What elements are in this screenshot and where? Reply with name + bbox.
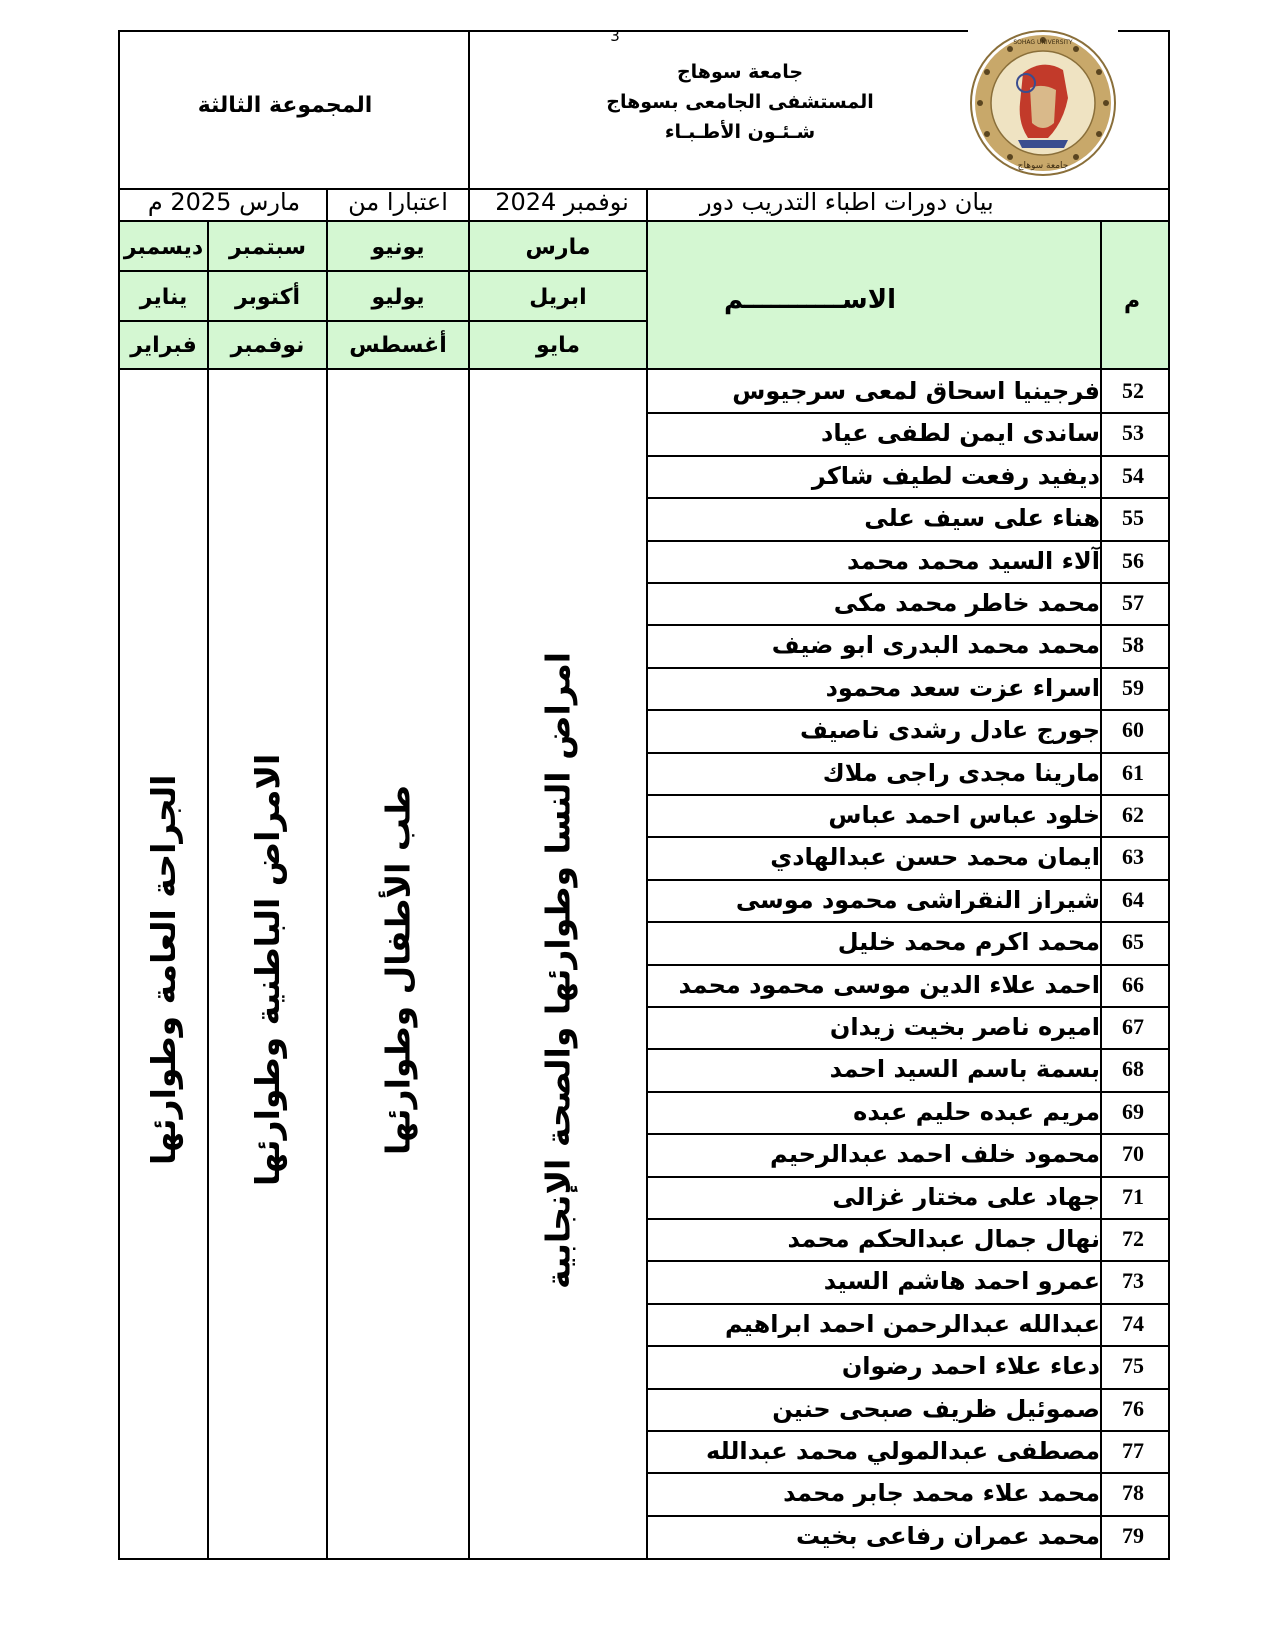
table-row-name: فرجينيا اسحاق لمعى سرجيوس: [732, 377, 1100, 405]
period-start: نوفمبر 2024: [495, 188, 629, 216]
table-row-name: ساندى ايمن لطفى عياد: [821, 419, 1100, 448]
table-row-name: اسراء عزت سعد محمود: [825, 673, 1100, 702]
table-row-name: صموئيل ظريف صبحى حنين: [772, 1394, 1100, 1423]
statement-label: بيان دورات اطباء التدريب دور: [700, 188, 994, 216]
table-row-number: 72: [1122, 1226, 1144, 1251]
table-row-name: دعاء علاء احمد رضوان: [841, 1352, 1100, 1381]
group-title: المجموعة الثالثة: [197, 92, 373, 118]
table-row-number: 64: [1122, 886, 1144, 912]
month-col1-1: مارس: [525, 234, 591, 260]
sohag-university-seal-icon: [968, 28, 1118, 178]
table-row-name: محمود خلف احمد عبدالرحيم: [770, 1140, 1100, 1169]
table-row-name: بسمة باسم السيد احمد: [829, 1055, 1100, 1084]
month-col1-2: ابريل: [529, 284, 587, 310]
month-col4-1: ديسمبر: [123, 234, 204, 260]
table-row-name: احمد علاء الدين موسى محمود محمد: [678, 970, 1100, 999]
month-col1-3: مايو: [536, 332, 580, 358]
effective-from-label: اعتبارا من: [348, 188, 448, 216]
table-row-name: عبدالله عبدالرحمن احمد ابراهيم: [724, 1309, 1100, 1338]
table-row-number: 60: [1122, 717, 1144, 743]
table-row-number: 59: [1122, 674, 1144, 700]
rotation-col1: امراض النسا وطوارئها والصحة الإنجابية: [538, 651, 578, 1289]
month-col2-1: يونيو: [371, 234, 425, 260]
table-row-number: 63: [1122, 844, 1144, 870]
month-col2-2: يوليو: [371, 284, 425, 310]
month-col4-2: يناير: [139, 284, 188, 310]
table-row-number: 79: [1122, 1522, 1144, 1548]
table-row-number: 74: [1122, 1310, 1144, 1336]
table-row-name: محمد خاطر محمد مكى: [833, 589, 1100, 617]
table-row-name: مارينا مجدى راجى ملاك: [822, 758, 1100, 787]
table-row-name: جورج عادل رشدى ناصيف: [800, 716, 1100, 745]
table-row-number: 67: [1122, 1014, 1144, 1039]
table-row-number: 78: [1122, 1480, 1144, 1506]
hospital-name: المستشفى الجامعى بسوهاج: [606, 91, 874, 113]
table-row-number: 52: [1122, 378, 1144, 403]
month-col4-3: فبراير: [130, 332, 197, 358]
table-row-name: هناء على سيف على: [864, 504, 1100, 533]
rotation-col4: الجراحة العامة وطوارئها: [144, 774, 183, 1166]
table-row-name: جهاد على مختار غزالى: [832, 1182, 1100, 1211]
university-name: جامعة سوهاج: [676, 61, 804, 83]
institution-header: [540, 52, 940, 152]
table-row-number: 57: [1122, 590, 1144, 615]
svg-text:جامعة سوهاج: جامعة سوهاج: [1017, 161, 1069, 171]
table-row-name: ايمان محمد حسن عبدالهادي: [770, 843, 1100, 872]
table-row-number: 58: [1122, 632, 1144, 658]
table-row-name: اميره ناصر بخيت زيدان: [829, 1013, 1100, 1041]
rotation-col3: الامراض الباطنية وطوارئها: [248, 753, 287, 1187]
table-row-number: 53: [1122, 420, 1144, 446]
table-row-number: 55: [1122, 505, 1144, 531]
table-row-name: محمد علاء محمد جابر محمد: [783, 1479, 1100, 1508]
page-number: 3: [610, 27, 620, 45]
table-row-name: محمد عمران رفاعى بخيت: [795, 1521, 1100, 1550]
table-row-number: 69: [1122, 1098, 1144, 1124]
table-row-name: محمد محمد البدرى ابو ضيف: [771, 631, 1100, 660]
table-row-number: 76: [1122, 1395, 1144, 1421]
table-row-name: مصطفى عبدالمولي محمد عبدالله: [706, 1437, 1100, 1465]
rotation-col2: طب الأطفال وطوارئها: [378, 785, 418, 1155]
table-row-number: 66: [1122, 971, 1144, 997]
table-row-number: 77: [1122, 1438, 1144, 1463]
month-col3-3: نوفمبر: [230, 332, 305, 358]
table-row-name: خلود عباس احمد عباس: [828, 801, 1100, 829]
table-row-number: 68: [1122, 1056, 1144, 1082]
table-row-name: آلاء السيد محمد محمد: [847, 546, 1100, 575]
table-row-name: نهال جمال عبدالحكم محمد: [787, 1225, 1100, 1253]
table-row-number: 65: [1122, 929, 1144, 955]
table-row-number: 73: [1122, 1268, 1144, 1294]
table-row-number: 62: [1122, 802, 1144, 827]
table-row-name: عمرو احمد هاشم السيد: [823, 1267, 1100, 1296]
table-row-number: 75: [1122, 1353, 1144, 1379]
table-row-number: 71: [1122, 1183, 1144, 1209]
table-row-number: 61: [1122, 759, 1144, 785]
table-row-number: 54: [1122, 462, 1144, 488]
department-name: شـئـون الأطـبـاء: [664, 121, 816, 143]
month-col3-2: أكتوبر: [234, 284, 301, 310]
month-col2-3: أغسطس: [349, 332, 447, 358]
month-col3-1: سبتمبر: [228, 234, 306, 260]
name-column-header: الاســـــــــــم: [724, 285, 896, 315]
number-column-header: م: [1123, 288, 1141, 314]
table-row-name: شيراز النقراشى محمود موسى: [735, 885, 1100, 914]
table-row-name: مريم عبده حليم عبده: [853, 1097, 1100, 1126]
effective-date: مارس 2025 م: [147, 188, 301, 216]
table-row-number: 70: [1122, 1141, 1144, 1167]
table-row-name: ديفيد رفعت لطيف شاكر: [811, 461, 1100, 490]
table-row-name: محمد اكرم محمد خليل: [837, 928, 1100, 957]
table-row-number: 56: [1122, 547, 1144, 573]
svg-text:SOHAG UNIVERSITY: SOHAG UNIVERSITY: [1013, 39, 1073, 46]
